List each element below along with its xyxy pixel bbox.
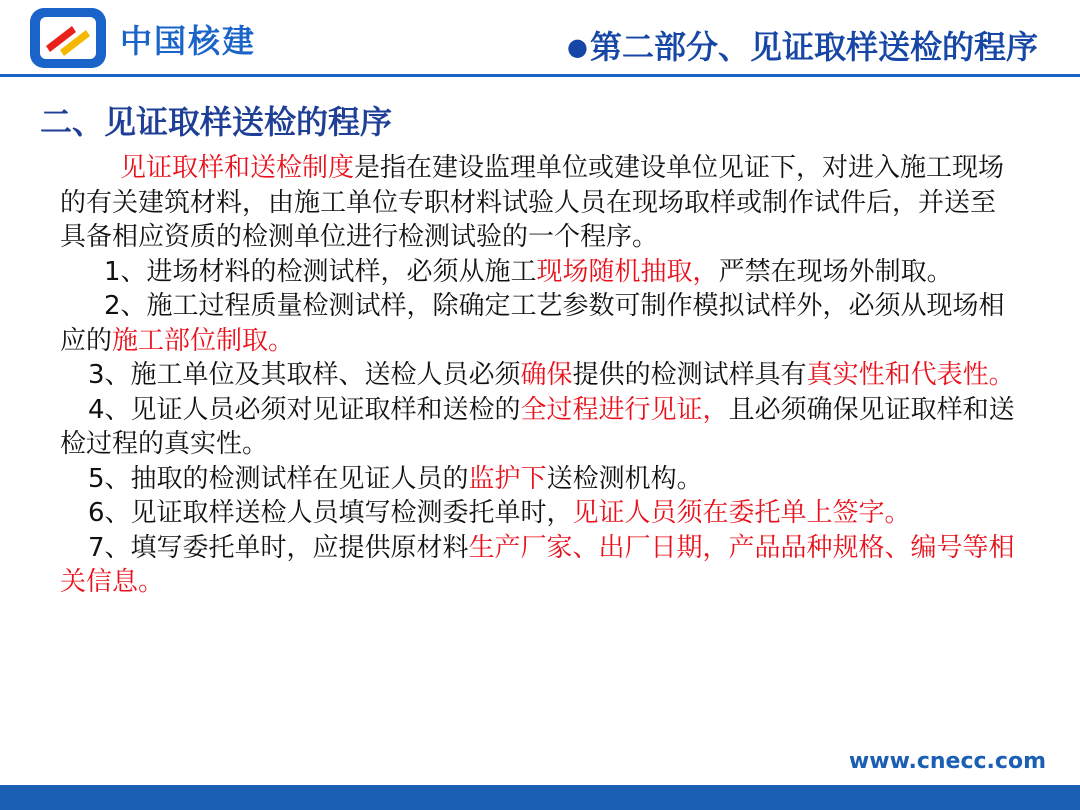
- highlight-text: 生产厂家、出厂日期，产品品种规格、编号等相关信息。: [60, 532, 1015, 597]
- list-item-1: 1、进场材料的检测试样，必须从施工现场随机抽取，严禁在现场外制取。: [104, 256, 953, 287]
- list-item-3: 3、施工单位及其取样、送检人员必须确保提供的检测试样具有真实性和代表性。: [88, 360, 1015, 390]
- footer-bar: [0, 785, 1080, 810]
- highlight-text: 见证取样和送检制度: [120, 153, 355, 183]
- section-title: [567, 22, 1038, 68]
- list-item-7: 7、填写委托单时，应提供原材料生产厂家、出厂日期，产品品种规格、编号等相关信息。: [60, 532, 1015, 597]
- section-title-text: 第二部分、见证取样送检的程序: [589, 28, 1038, 66]
- cnecc-logo-icon: [28, 6, 108, 70]
- slide-header: [0, 0, 1080, 78]
- highlight-text: 施工部位制取。: [112, 325, 295, 356]
- highlight-text: 监护下: [468, 463, 547, 494]
- page-title: 二、见证取样送检的程序: [40, 103, 393, 141]
- highlight-text: 全过程进行见证，: [520, 394, 729, 425]
- highlight-text: 确保: [520, 360, 573, 390]
- highlight-text: 真实性和代表性。: [806, 360, 1015, 390]
- list-item-2: 2、施工过程质量检测试样，除确定工艺参数可制作模拟试样外，必须从现场相应的施工部位制取。: [60, 291, 1005, 356]
- list-item-6: 6、见证取样送检人员填写检测委托单时，见证人员须在委托单上签字。: [88, 498, 911, 528]
- highlight-text: 见证人员须在委托单上签字。: [572, 498, 911, 528]
- content-body: [60, 151, 1020, 600]
- brand-name: 中国核建: [120, 22, 257, 60]
- footer-url-link[interactable]: www.cnecc.com: [848, 749, 1046, 774]
- header-divider: [0, 74, 1080, 77]
- bullet-dot-icon: ●: [567, 33, 588, 61]
- highlight-text: 现场随机抽取，: [536, 256, 719, 287]
- intro-paragraph: 见证取样和送检制度是指在建设监理单位或建设单位见证下，对进入施工现场的有关建筑材料，由施工单位专职材料试验人员在现场取样或制作试件后，并送至具备相应资质的检测单位进行检测试验的一个程序。: [60, 153, 1005, 252]
- list-item-5: 5、抽取的检测试样在见证人员的监护下送检测机构。: [88, 463, 703, 494]
- list-item-4: 4、见证人员必须对见证取样和送检的全过程进行见证，且必须确保见证取样和送检过程的真实性。: [60, 394, 1015, 459]
